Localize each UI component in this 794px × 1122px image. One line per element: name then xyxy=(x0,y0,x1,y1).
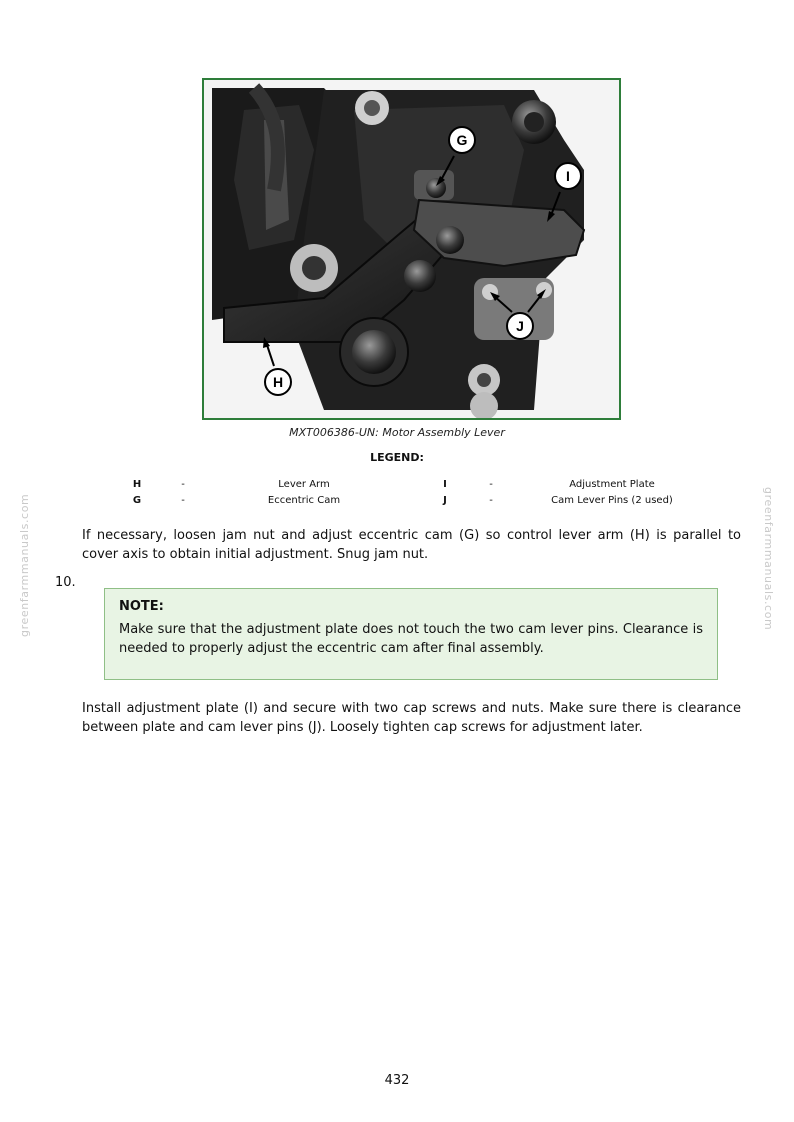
callout-h-label: H xyxy=(272,374,284,390)
note-text: Make sure that the adjustment plate does not touch the two cam lever pins. Clearance is needed to properly adjust the eccentric cam after final assembly. xyxy=(119,622,703,656)
legend-key: G xyxy=(132,495,142,506)
callout-g-label: G xyxy=(456,132,468,148)
legend-value: Eccentric Cam xyxy=(267,495,341,506)
legend-key: I xyxy=(443,479,447,490)
legend-separator: - xyxy=(489,495,493,506)
legend-title: LEGEND: xyxy=(370,451,424,464)
legend-separator: - xyxy=(181,495,185,506)
figure-caption: MXT006386-UN: Motor Assembly Lever xyxy=(289,426,505,439)
instruction-paragraph: If necessary, loosen jam nut and adjust eccentric cam (G) so control lever arm (H) is parallel to cover axis to obtain initial adjustment. Snug jam nut. xyxy=(82,528,741,562)
watermark-left: greenfarmmanuals.com xyxy=(18,493,31,637)
legend-separator: - xyxy=(489,479,493,490)
legend-key: H xyxy=(132,479,142,490)
legend-value: Cam Lever Pins (2 used) xyxy=(551,495,673,506)
legend-value: Adjustment Plate xyxy=(569,479,655,490)
photo-illustration xyxy=(204,80,619,418)
page-number: 432 xyxy=(384,1073,410,1088)
legend-value: Lever Arm xyxy=(278,479,330,490)
legend-key: J xyxy=(443,495,447,506)
callout-g xyxy=(449,127,475,153)
legend-row xyxy=(0,495,794,511)
motor-assembly-lever-photo xyxy=(202,78,621,420)
callout-i-label: I xyxy=(566,168,570,184)
callout-j-label: J xyxy=(516,318,524,334)
instruction-paragraph: Install adjustment plate (I) and secure with two cap screws and nuts. Make sure there is clearance between plate and cam lever pins (J). Loosely tighten cap screws for adjustment later. xyxy=(82,701,741,735)
note-box xyxy=(104,588,718,680)
callout-j xyxy=(507,313,533,339)
step-number: 10. xyxy=(55,575,76,590)
callout-h xyxy=(265,369,291,395)
legend-row xyxy=(0,479,794,495)
watermark-right: greenfarmmanuals.com xyxy=(762,487,775,631)
note-title: NOTE: xyxy=(119,599,164,614)
legend-separator: - xyxy=(181,479,185,490)
callout-i xyxy=(555,163,581,189)
